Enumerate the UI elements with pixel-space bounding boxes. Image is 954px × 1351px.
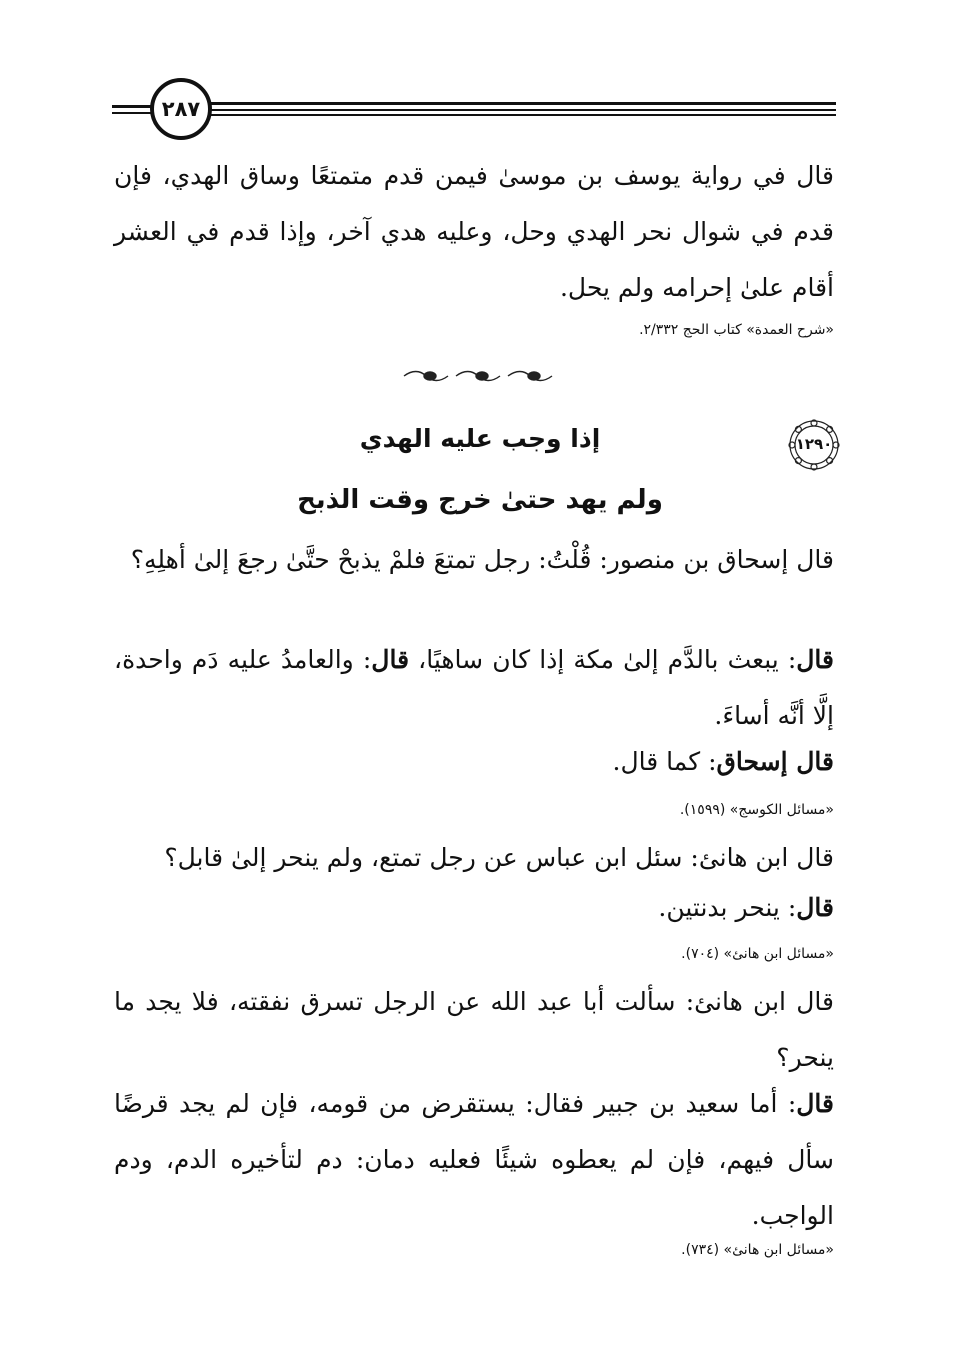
paragraph-text: : يبعث بالدَّم إلىٰ مكة إذا كان ساهيًا،: [409, 645, 797, 674]
body-paragraph: قال إسحاق بن منصور: قُلْتُ: رجل تمتعَ فلمْ يذبحْ حتَّىٰ رجعَ إلىٰ أهلِهِ؟: [130, 545, 834, 574]
body-paragraph: [114, 880, 834, 936]
body-paragraph: قال ابن هانئ: سألت أبا عبد الله عن الرجل تسرق نفقته، فلا يجد ما ينحر؟: [114, 987, 834, 1072]
header-rule: [208, 114, 836, 116]
body-paragraph: قال ابن هانئ: سئل ابن عباس عن رجل تمتع، ولم ينحر إلىٰ قابل؟: [164, 843, 834, 872]
section-subtitle: ولم يهد حتىٰ خرج وقت الذبح: [297, 485, 663, 515]
speaker-label: قال: [796, 645, 834, 674]
body-paragraph: [114, 734, 834, 790]
speaker-label: قال: [371, 645, 410, 674]
speaker-label: قال: [796, 893, 834, 922]
body-paragraph: [114, 632, 834, 744]
body-paragraph: [114, 1076, 834, 1244]
reference: «مسائل الكوسج» (١٥٩٩).: [679, 802, 834, 818]
ornament-divider-icon: [400, 368, 556, 384]
speaker-label: قال إسحاق: [716, 747, 834, 776]
paragraph-text: : والعامدُ عليه دَم واحدة، إلَّا أنَّه أساءَ.: [114, 645, 834, 730]
intro-reference: «شرح العمدة» كتاب الحج ٢/٣٣٢.: [639, 322, 834, 338]
reference: «مسائل ابن هانئ» (٧٠٤).: [681, 946, 834, 962]
paragraph-text: : ينحر بدنتين.: [658, 893, 797, 922]
section-number: ١٢٩٠: [795, 435, 833, 453]
speaker-label: قال: [796, 1089, 834, 1118]
paragraph-text: : أما سعيد بن جبير فقال: يستقرض من قومه، فإن لم يجد قرضًا سأل فيهم، فإن لم يعطوه شيئًا فعليه دمان: دم لتأخيره الدم، ودم الواجب.: [114, 1089, 834, 1230]
intro-paragraph: قال في رواية يوسف بن موسىٰ فيمن قدم متمتعًا وساق الهدي، فإن قدم في شوال نحر الهدي وحل، وعليه هدي آخر، وإذا قدم في العشر أقام علىٰ إحرامه ولم يحل.: [114, 161, 834, 302]
page-header: [112, 78, 836, 142]
reference: «مسائل ابن هانئ» (٧٣٤).: [681, 1242, 834, 1258]
section-title: إذا وجب عليه الهدي: [359, 424, 601, 453]
header-rule: [208, 102, 836, 105]
paragraph-text: : كما قال.: [612, 747, 717, 776]
header-rule: [208, 109, 836, 111]
page-number: ٢٨٧: [150, 78, 212, 140]
